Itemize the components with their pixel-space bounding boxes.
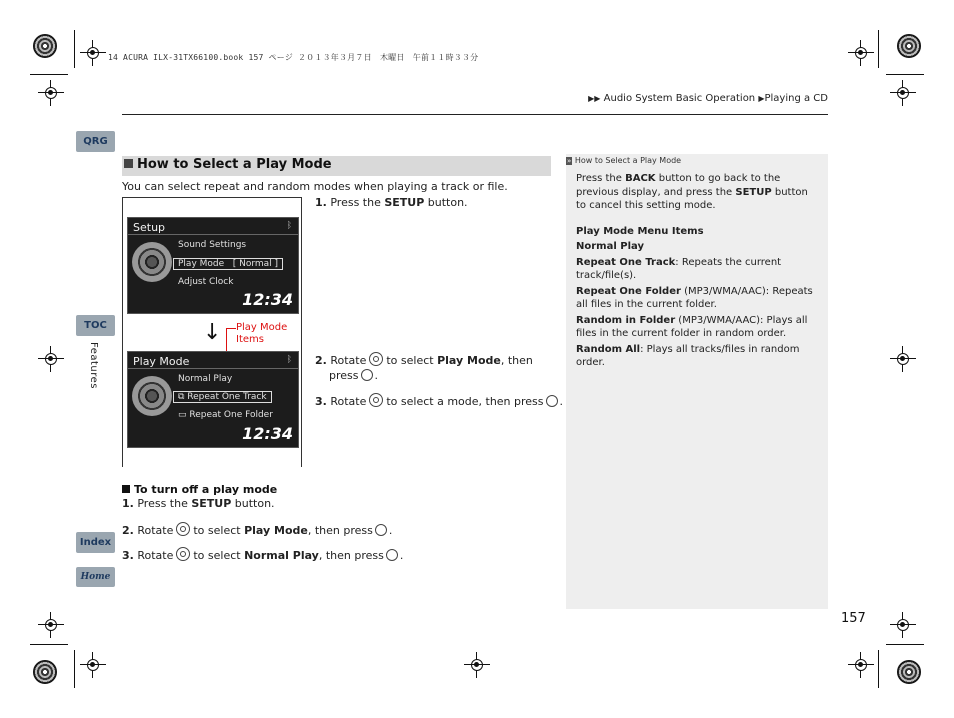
- breadcrumb: [588, 93, 828, 104]
- print-header: 14 ACURA ILX-31TX66100.book 157 ページ ２０１３年３月７日 木曜日 午前１１時３３分: [108, 53, 479, 62]
- screen-menu-item-selected: Play Mode [ Normal ]: [173, 258, 283, 270]
- notes-header: » How to Select a Play Mode: [567, 156, 682, 165]
- note-random-all: Random All: Plays all tracks/files in random order.: [576, 343, 800, 368]
- bluetooth-icon: ᛒ: [286, 355, 292, 365]
- square-bullet-icon: [124, 159, 133, 168]
- trim-mark: [886, 74, 924, 75]
- turn-off-step-3: 3. Rotate to select Normal Play, then press .: [122, 549, 404, 562]
- registration-crosshair-icon: [890, 80, 916, 106]
- trim-mark: [74, 650, 75, 688]
- play-mode-screen: [127, 351, 299, 448]
- note-menu-heading: Play Mode Menu Items: [576, 225, 704, 237]
- registration-crosshair-icon: [890, 612, 916, 638]
- registration-dial-icon: [33, 34, 57, 58]
- home-button[interactable]: Home: [76, 567, 115, 587]
- registration-crosshair-icon: [80, 40, 106, 66]
- trim-mark: [886, 644, 924, 645]
- breadcrumb-arrow-icon: ▶: [758, 94, 765, 103]
- note-normal-play: Normal Play: [576, 241, 644, 252]
- breadcrumb-arrow-icon: ▶▶: [588, 94, 601, 103]
- registration-dial-icon: [33, 660, 57, 684]
- registration-crosshair-icon: [38, 612, 64, 638]
- registration-crosshair-icon: [890, 346, 916, 372]
- callout-leader: [226, 328, 236, 329]
- note-intro: Press the BACK button to go back to the previous display, and press the SETUP button to cancel this setting mode.: [576, 173, 808, 211]
- registration-crosshair-icon: [80, 652, 106, 678]
- registration-crosshair-icon: [38, 80, 64, 106]
- screen-clock: 12:34: [242, 424, 293, 443]
- selector-knob-icon: [369, 393, 383, 407]
- bluetooth-icon: ᛒ: [286, 221, 292, 231]
- trim-mark: [74, 30, 75, 68]
- callout-label: Play Mode Items: [236, 322, 288, 345]
- section-title: How to Select a Play Mode: [124, 157, 332, 172]
- note-random-in-folder: Random in Folder (MP3/WMA/AAC): Plays all files in the current folder in random order.: [576, 314, 808, 339]
- disc-icon: [132, 376, 172, 416]
- selector-knob-icon: [369, 352, 383, 366]
- push-knob-icon: [375, 524, 387, 536]
- screen-clock: 12:34: [242, 290, 293, 309]
- section-intro: You can select repeat and random modes when playing a track or file.: [122, 180, 508, 193]
- selector-knob-icon: [176, 522, 190, 536]
- screen-menu-item: Adjust Clock: [178, 277, 234, 287]
- notes-body: [576, 172, 820, 376]
- section-tab-features: Features: [88, 342, 99, 389]
- screen-menu-item-selected: ⧉ Repeat One Track: [173, 391, 272, 403]
- note-repeat-one-folder: Repeat One Folder (MP3/WMA/AAC): Repeats all files in the current folder.: [576, 285, 813, 310]
- registration-dial-icon: [897, 34, 921, 58]
- screen-menu-item: Normal Play: [178, 374, 233, 384]
- push-knob-icon: [546, 395, 558, 407]
- breadcrumb-link-cd[interactable]: Playing a CD: [764, 93, 828, 104]
- toc-button[interactable]: TOC: [76, 315, 115, 336]
- screen-menu-item: ▭ Repeat One Folder: [178, 410, 273, 420]
- breadcrumb-link-audio[interactable]: Audio System Basic Operation: [603, 93, 756, 104]
- push-knob-icon: [361, 369, 373, 381]
- screen-menu-item: Sound Settings: [178, 240, 247, 250]
- folder-repeat-icon: ▭: [178, 410, 190, 420]
- trim-mark: [878, 650, 879, 688]
- repeat-icon: ⧉: [178, 392, 188, 402]
- push-knob-icon: [386, 549, 398, 561]
- turn-off-step-1: 1. Press the SETUP button.: [122, 497, 275, 510]
- index-button[interactable]: Index: [76, 532, 115, 553]
- header-rule: [122, 114, 828, 115]
- step-3: 3. Rotate to select a mode, then press .: [315, 395, 564, 408]
- trim-mark: [878, 30, 879, 68]
- note-repeat-one-track: Repeat One Track: Repeats the current track/file(s).: [576, 256, 782, 281]
- registration-dial-icon: [897, 660, 921, 684]
- down-arrow-icon: ↓: [203, 320, 222, 345]
- disc-icon: [132, 242, 172, 282]
- screen-title: Setup: [133, 221, 166, 234]
- selector-knob-icon: [176, 547, 190, 561]
- page-number: 157: [841, 611, 866, 626]
- turn-off-step-2: 2. Rotate to select Play Mode, then press .: [122, 524, 393, 537]
- square-bullet-icon: [122, 485, 130, 493]
- trim-mark: [30, 644, 68, 645]
- step-1: 1. Press the SETUP button.: [315, 196, 468, 209]
- step-2: 2. Rotate to select Play Mode, then press .: [315, 354, 533, 382]
- registration-crosshair-icon: [464, 652, 490, 678]
- subsection-heading: To turn off a play mode: [122, 483, 277, 496]
- qrg-button[interactable]: QRG: [76, 131, 115, 152]
- screen-title: Play Mode: [133, 355, 190, 368]
- note-marker-icon: »: [567, 157, 572, 165]
- trim-mark: [30, 74, 68, 75]
- registration-crosshair-icon: [848, 652, 874, 678]
- setup-screen: [127, 217, 299, 314]
- registration-crosshair-icon: [848, 40, 874, 66]
- registration-crosshair-icon: [38, 346, 64, 372]
